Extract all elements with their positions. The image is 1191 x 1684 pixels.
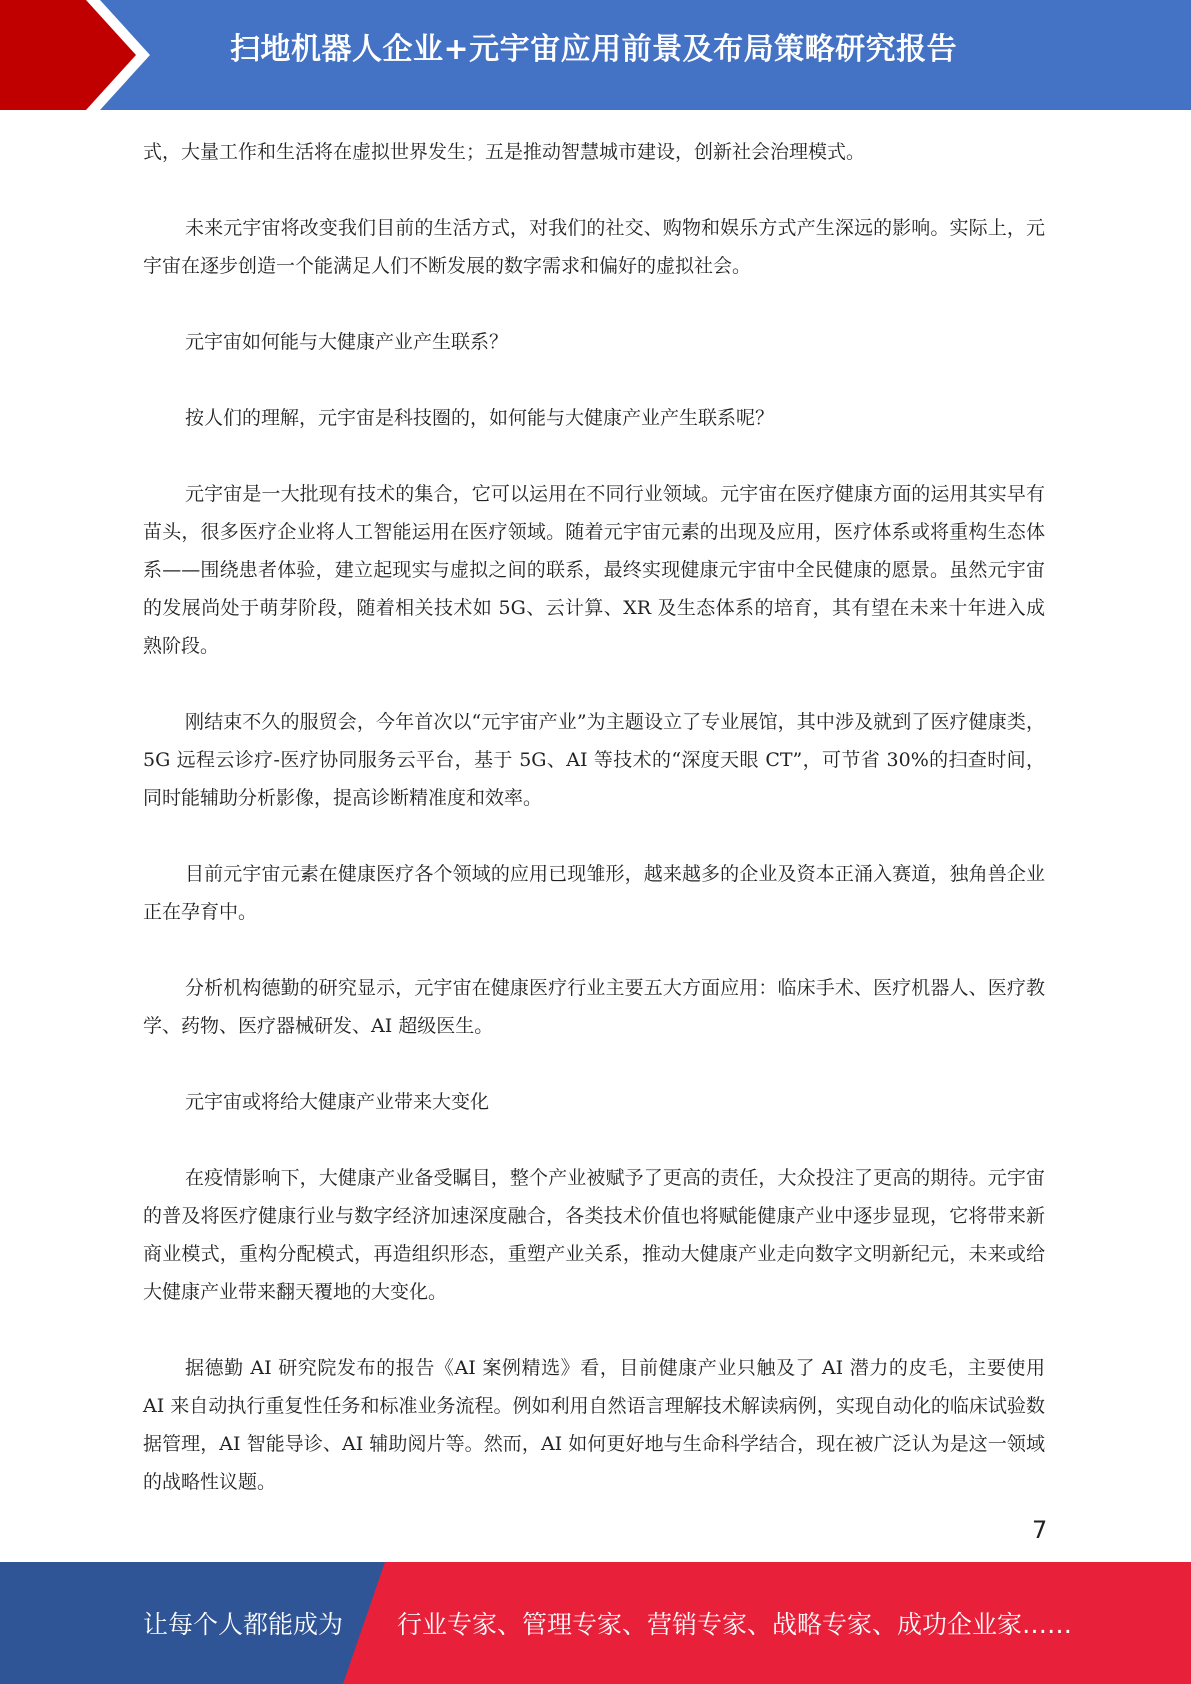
paragraph: 分析机构德勤的研究显示，元宇宙在健康医疗行业主要五大方面应用：临床手术、医疗机器人、医疗教学、药物、医疗器械研发、AI 超级医生。 — [143, 977, 1045, 1037]
paragraph: 刚结束不久的服贸会，今年首次以“元宇宙产业”为主题设立了专业展馆，其中涉及就到了医疗健康类，5G 远程云诊疗-医疗协同服务云平台，基于 5G、AI 等技术的“深度天眼 CT”，可节省 30%的扫查时间，同时能辅助分析影像，提高诊断精准度和效率。 — [143, 711, 1045, 809]
section-heading: 元宇宙或将给大健康产业带来大变化 — [185, 1091, 490, 1113]
header-arrow-decoration — [0, 0, 160, 110]
footer-slogan-left: 让每个人都能成为 — [143, 1610, 344, 1639]
paragraph: 式，大量工作和生活将在虚拟世界发生；五是推动智慧城市建设，创新社会治理模式。 — [143, 141, 866, 163]
arrow-red-shape — [0, 0, 136, 110]
section-heading: 元宇宙如何能与大健康产业产生联系？ — [185, 331, 509, 353]
document-body — [143, 133, 1045, 1539]
paragraph: 目前元宇宙元素在健康医疗各个领域的应用已现雏形，越来越多的企业及资本正涌入赛道，独角兽企业正在孕育中。 — [143, 863, 1045, 923]
paragraph: 未来元宇宙将改变我们目前的生活方式，对我们的社交、购物和娱乐方式产生深远的影响。实际上，元宇宙在逐步创造一个能满足人们不断发展的数字需求和偏好的虚拟社会。 — [143, 217, 1045, 277]
footer-slogan-right: 行业专家、管理专家、营销专家、战略专家、成功企业家…… — [397, 1610, 1073, 1639]
page-footer — [0, 1562, 1191, 1684]
report-title: 扫地机器人企业+元宇宙应用前景及布局策略研究报告 — [230, 32, 958, 67]
paragraph: 按人们的理解，元宇宙是科技圈的，如何能与大健康产业产生联系呢？ — [185, 407, 775, 429]
page-header — [0, 0, 1191, 110]
paragraph: 据德勤 AI 研究院发布的报告《AI 案例精选》看，目前健康产业只触及了 AI 潜力的皮毛，主要使用 AI 来自动执行重复性任务和标准业务流程。例如利用自然语言理解技术解读病例，实现自动化的临床试验数据管理，AI 智能导诊、AI 辅助阅片等。然而，AI 如何更好地与生命科学结合，现在被广泛认为是这一领域的战略性议题。 — [143, 1357, 1045, 1493]
page-number: 7 — [1032, 1516, 1048, 1544]
paragraph: 元宇宙是一大批现有技术的集合，它可以运用在不同行业领域。元宇宙在医疗健康方面的运用其实早有苗头，很多医疗企业将人工智能运用在医疗领域。随着元宇宙元素的出现及应用，医疗体系或将重构生态体系——围绕患者体验，建立起现实与虚拟之间的联系，最终实现健康元宇宙中全民健康的愿景。虽然元宇宙的发展尚处于萌芽阶段，随着相关技术如 5G、云计算、XR 及生态体系的培育，其有望在未来十年进入成熟阶段。 — [143, 483, 1045, 657]
paragraph: 在疫情影响下，大健康产业备受瞩目，整个产业被赋予了更高的责任，大众投注了更高的期待。元宇宙的普及将医疗健康行业与数字经济加速深度融合，各类技术价值也将赋能健康产业中逐步显现，它将带来新商业模式，重构分配模式，再造组织形态，重塑产业关系，推动大健康产业走向数字文明新纪元，未来或给大健康产业带来翻天覆地的大变化。 — [143, 1167, 1045, 1303]
